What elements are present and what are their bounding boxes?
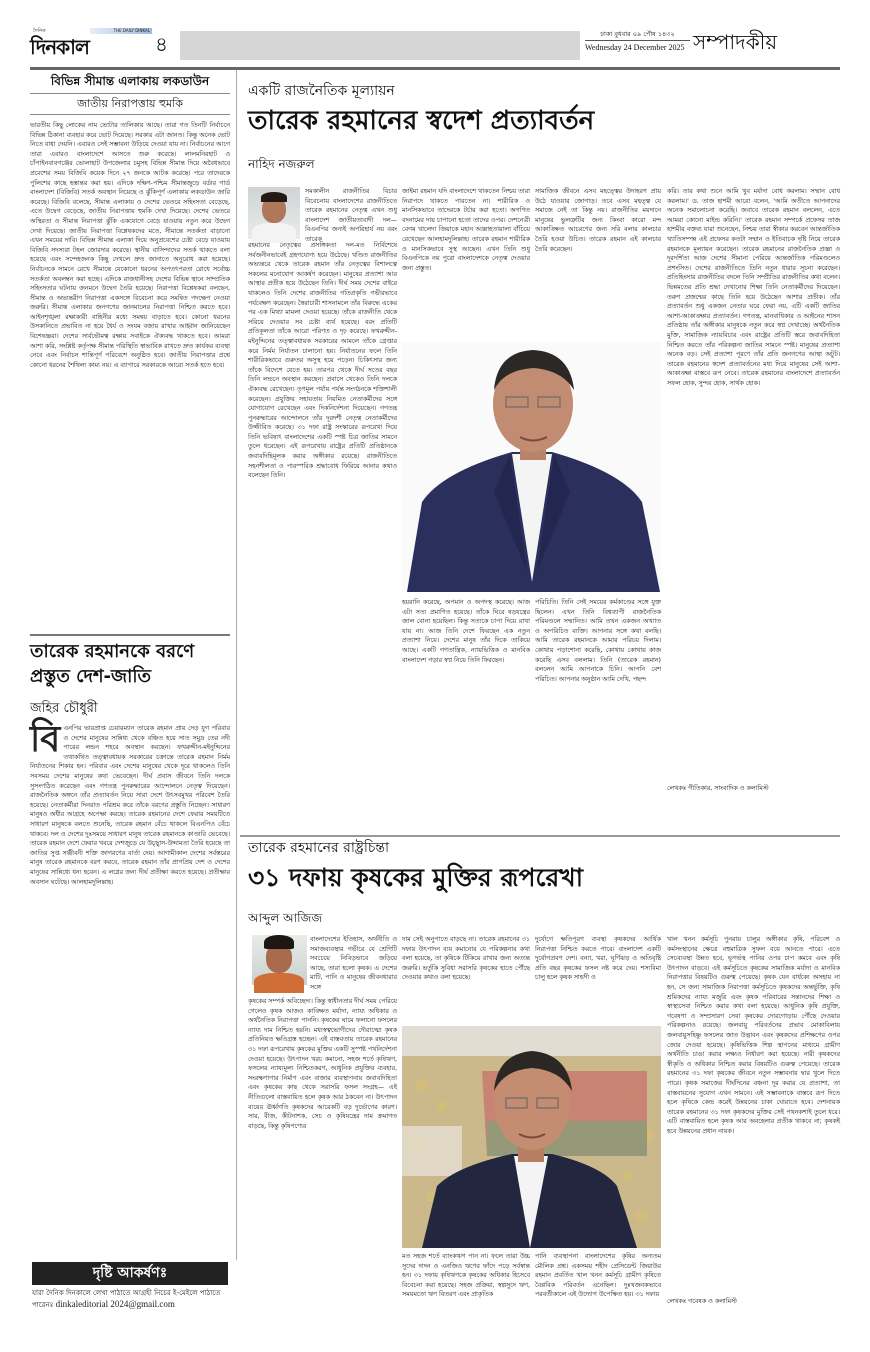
main-article-1-writer-note: লেখকঃ গীতিকার, সাংবাদিক ও কলামিস্ট bbox=[667, 785, 769, 792]
left-article-2-headline[interactable]: তারেক রহমানকে বরণে প্রস্তুত দেশ-জাতি bbox=[30, 641, 195, 687]
main-article-1-kicker: একটি রাজনৈতিক মূল্যায়ন bbox=[248, 83, 395, 99]
main-article-1-column-1: রহমানের নেতৃত্বের প্রসঙ্গিকতা দল-মত নির্বিশেষে সর্বজনীনভাবেই গ্রহণযোগ্য হয়ে উঠেছে। খণ্ডিত রাজনীতির অভ্যন্তরে থেকে তারেক রহমান তাঁর নেতৃত্বের বিশালত্বে সকলের মনোযোগ আকর্ষণ করেছেন। মানুষের প্রত্যাশা আর আস্থার প্রতীক হয়ে উঠেছেন তিনি। দীর্ঘ সময় দেশের বাইরে থাকলেও তিনি দেশের রাজনীতির গতিপ্রকৃতি গভীরভাবে পর্যবেক্ষণ করেছেন। স্বৈরাচারী শাসনামলে তাঁর বিরুদ্ধে একের পর এক মিথ্যা মামলা দেওয়া হয়েছে। তাঁকে রাজনীতি থেকে সরিয়ে দেওয়ার সব চেষ্টা ব্যর্থ হয়েছে। বরং প্রতিটি প্রতিকূলতা তাঁকে আরো পরিণত ও দৃঢ় করেছে। ফখরুদ্দীন-মইনুদ্দিনের তত্ত্বাবধায়ক সরকারের আমলে তাঁকে গ্রেপ্তার করে নির্মম নির্যাতন চালানো হয়। নির্যাতনের ফলে তিনি শারীরিকভাবে গুরুতর অসুস্থ হয়ে পড়েন। চিকিৎসার জন্য তাঁকে বিদেশে যেতে হয়। তারপর থেকে দীর্ঘ সতের বছর তিনি লন্ডনে অবস্থান করছেন। প্রবাসে থেকেও তিনি দলকে ঐক্যবদ্ধ রেখেছেন। তৃণমূল পর্যায় পর্যন্ত সংগঠনকে শক্তিশালী করেছেন। প্রযুক্তির সহায়তায় নিয়মিত নেতাকর্মীদের সঙ্গে যোগাযোগ রেখেছেন এবং দিকনির্দেশনা দিয়েছেন। গণতন্ত্র পুনরুদ্ধারের আন্দোলনে তাঁর দূরদর্শী নেতৃত্ব নেতাকর্মীদের উজ্জীবিত করেছে। ৩১ দফা রাষ্ট্র সংস্কারের রূপরেখা দিয়ে তিনি ভবিষ্যৎ বাংলাদেশের একটি স্পষ্ট চিত্র জাতির সামনে তুলে ধরেছেন। এই রূপরেখায় রাষ্ট্রের প্রতিটি প্রতিষ্ঠানকে জবাবদিহিমূলক করার অঙ্গীকার রয়েছে। রাজনীতিতে সহনশীলতা ও পারস্পরিক শ্রদ্ধাবোধ ফিরিয়ে আনার কথাও বলেছেন তিনি। bbox=[248, 242, 397, 480]
section-title: সম্পাদকীয় bbox=[693, 30, 778, 54]
masthead bbox=[0, 0, 870, 60]
left-article-2-body-container bbox=[30, 719, 230, 1252]
left-divider bbox=[30, 634, 230, 636]
author-photo-nahid-nazrul bbox=[248, 187, 300, 239]
column-divider bbox=[236, 70, 237, 1260]
date-block bbox=[585, 30, 690, 53]
tarique-rahman-portrait bbox=[402, 342, 661, 592]
main-article-2-kicker: তারেক রহমানের রাষ্ট্রচিন্তা bbox=[248, 840, 390, 856]
main-article-2-writer-note: লেখকঃ গবেষক ও কলামিস্ট bbox=[667, 1298, 737, 1305]
author-photo-abdul-aziz bbox=[252, 935, 307, 985]
drop-cap: বি bbox=[30, 719, 61, 760]
main-article-1-author: নাহিদ নজরুল bbox=[248, 157, 315, 171]
date-bangla: ঢাকা বুধবার ০৯ পৌষ ১৪৩২ bbox=[585, 30, 690, 41]
main-article-2-intro: বাংলাদেশের ইতিহাস, অর্থনীতি ও সমাজব্যবস্থার গভীরে যে শ্রেণিটি সবচেয়ে নিবিড়ভাবে জড়িয়ে আছে, তারা হলো কৃষক। এ দেশের মাটি, পানি ও মানুষের জীবনধারার সঙ্গে bbox=[310, 936, 397, 991]
logo-small-text: দৈনিক bbox=[33, 28, 46, 34]
left-article-1-subheadline: জাতীয় নিরাপত্তায় হুমকি bbox=[30, 96, 230, 115]
tarique-rahman-rally-photo bbox=[402, 1026, 661, 1248]
main-article-1-column-3-top: সামাজিক জীবনে এসব মহত্ত্বের উদাহরণ প্রায় উঠে যাওয়ার জোগাড়। তবে এসব মহত্ত্ব যে সমাজে নেই তা কিন্তু নয়। রাজনীতির ময়দানে মানুষের ভুলত্রুটির জন্য কিংবা কারো মন্দ আকাঙ্ক্ষিত আচরণের জন্য সরি বলার কালচার তৈরি হওয়া উচিত। তারেক রহমান এই কালচার তৈরি করেছেন। bbox=[535, 188, 661, 253]
page-number: ৪ bbox=[155, 32, 168, 56]
logo-main-text: দিনকাল bbox=[30, 35, 89, 59]
attention-banner: দৃষ্টি আকর্ষণঃ bbox=[32, 1262, 228, 1285]
date-english: Wednesday 24 December 2025 bbox=[585, 43, 685, 52]
main-article-1-intro: সমকালীন রাজনীতির বিচার বিবেচনায় বাংলাদেশের রাজনীতিতে তারেক রহমানের নেতৃত্ব এখন শুধু বাংলাদেশ জাতীয়তাবাদী দল— বিএনপির জন্যই অপরিহার্য নয় বরং তারেক bbox=[305, 188, 397, 243]
main-article-2-column-4: খাল খনন কর্মসূচি পুনরায় চালুর অঙ্গীকার কৃষি, পরিবেশ ও কর্মসংস্থানের ক্ষেত্রে বহুমাত্রিক সুফল বয়ে আনতে পারে। এতে সেচব্যবস্থা উন্নত হবে, ভূগর্ভস্থ পানির ওপর চাপ কমবে এবং কৃষি উৎপাদন বাড়বে। এই কর্মসূচিতে কৃষকের সামাজিক মর্যাদা ও মানবিক নিরাপত্তার বিষয়টিও গুরুত্ব পেয়েছে। কৃষক যেন বার্ধক্যে অসহায় না হন, সে জন্য সামাজিক নিরাপত্তা কর্মসূচিতে কৃষকদের অন্তর্ভুক্তি, কৃষি শ্রমিকদের ন্যায্য মজুরি এবং কৃষক পরিবারের সন্তানদের শিক্ষা ও স্বাস্থ্যসেবা নিশ্চিত করার কথা বলা হয়েছে। আধুনিক কৃষি প্রযুক্তি, গবেষণা ও সম্প্রসারণ সেবা কৃষকের দোরগোড়ায় পৌঁছে দেওয়ার পরিকল্পনাও রয়েছে। জলবায়ু পরিবর্তনের প্রভাব মোকাবিলায় জলবায়ুসহিষ্ণু ফসলের জাত উদ্ভাবন এবং কৃষকদের প্রশিক্ষণের ওপর জোর দেওয়া হয়েছে। কৃষিভিত্তিক শিল্প স্থাপনের মাধ্যমে গ্রামীণ অর্থনীতি চাঙা করার লক্ষ্যও নির্ধারণ করা হয়েছে। নারী কৃষকদের স্বীকৃতি ও অধিকার নিশ্চিত করার বিষয়টিও গুরুত্ব পেয়েছে। তারেক রহমানের ৩১ দফা কৃষকের জীবনে নতুন সম্ভাবনার দ্বার খুলে দিতে পারে। কৃষক সমাজের দীর্ঘদিনের বঞ্চনা দূর করার যে প্রত্যাশা, তা বাস্তবায়নের সুযোগ এখন সামনে। এই সম্ভাবনাকে বাস্তবে রূপ দিতে হলে কৃষিকে কেন্দ্র করেই উন্নয়নের চাকা ঘোরাতে হবে। দেশনায়ক তারেক রহমানের ৩১ দফা কৃষকদের মুক্তির সেই পথনকশাই তুলে ধরে। এটি বাস্তবায়িত হলে কৃষক আর অবহেলার প্রতীক থাকবে না; কৃষকই হবে উন্নয়নের প্রধান নায়ক। bbox=[667, 936, 840, 1135]
main-article-1-headline[interactable]: তারেক রহমানের স্বদেশ প্রত্যাবর্তন bbox=[248, 106, 595, 136]
header-band bbox=[180, 31, 580, 60]
main-article-2-column-2-bottom: মত সহজ শর্তে ব্যাংকঋণ পান না। ফলে তারা উচ্চ সুদের দাদন ও এনজিও ঋণের ফাঁদে পড়ে সর্বস্বান্ত হন। ৩১ দফায় কৃষিঋণকে কৃষকের অধিকার হিসেবে বিবেচনা করা হয়েছে। সহজ প্রক্রিয়া, স্বল্পসুদে ঋণ, সময়মতো ঋণ বিতরণ এবং প্রাকৃতিক bbox=[402, 1253, 530, 1299]
newspaper-logo[interactable] bbox=[30, 28, 152, 60]
main-article-1-column-4: করি। তার কথা শুনে আমি খুব মর্যাদা বোধ করলাম। সম্মান বোধ করলাম।' ড. তাজ হাশমী আরো বলেন, 'আমি অতীতে আপনাদের অনেক সমালোচনা করেছি। জবাবে তারেক রহমান বললেন, এতে আমরা কোনো মাইন্ড করিনি।' তারেক রহমান সম্পর্কে প্রফেসর তাজ হাশমীর বক্তব্য যারা শুনেছেন, নিশ্চয় তারা স্বীকার করবেন আন্তর্জাতিক খ্যাতিসম্পন্ন এই প্রফেসর কতটা সম্মান ও ইতিবাচক দৃষ্টি নিয়ে তারেক রহমানকে মূল্যায়ন করেছেন। তারেক রহমানের রাজনৈতিক প্রজ্ঞা ও দূরদর্শিতা আজ দেশের সীমানা পেরিয়ে আন্তর্জাতিক পরিমণ্ডলেও প্রশংসিত। দেশের রাজনীতিতে তিনি নতুন ধারার সূচনা করেছেন। প্রতিহিংসার রাজনীতির বদলে তিনি সম্প্রীতির রাজনীতির কথা বলেন। ভিন্নমতের প্রতি শ্রদ্ধা দেখানোর শিক্ষা তিনি নেতাকর্মীদের দিয়েছেন। তরুণ প্রজন্মের কাছে তিনি হয়ে উঠেছেন আশার প্রতীক। তাঁর প্রত্যাবর্তন শুধু একজন নেতার ঘরে ফেরা নয়, এটি একটি জাতির আশা-আকাঙ্ক্ষার প্রত্যাবর্তন। গণতন্ত্র, মানবাধিকার ও আইনের শাসন প্রতিষ্ঠায় তাঁর অঙ্গীকার মানুষকে নতুন করে স্বপ্ন দেখাচ্ছে। অর্থনৈতিক মুক্তি, সামাজিক ন্যায়বিচার এবং রাষ্ট্রের প্রতিটি স্তরে জবাবদিহিতা নিশ্চিত করতে তাঁর পরিকল্পনা জাতির সামনে স্পষ্ট। মানুষের প্রত্যাশা অনেক বড়। সেই প্রত্যাশা পূরণে তাঁর প্রতি জনগণের আস্থা অটুট। তারেক রহমানের স্বদেশ প্রত্যাবর্তনের মধ্য দিয়ে মানুষের সেই আশা-আকাঙ্ক্ষা বাস্তবে রূপ নেবে। তারেক রহমানের বাংলাদেশে প্রত্যাবর্তন সফল হোক, সুন্দর হোক, সার্থক হোক। bbox=[667, 188, 840, 387]
main-article-2-column-3-bottom: পানি ব্যবস্থাপনা বাংলাদেশের কৃষির অন্যতম মৌলিক প্রশ্ন। একসময় শহীদ প্রেসিডেন্ট জিয়াউর রহমান প্রবর্তিত খাল খনন কর্মসূচি গ্রামীণ কৃষিতে বৈপ্লবিক পরিবর্তন এনেছিল। দুঃখজনকভাবে পরবর্তীকালে এই উদ্যোগ উপেক্ষিত হয়। ৩১ দফায় bbox=[535, 1253, 661, 1299]
main-article-1-column-2-bottom: হয়রানি করেছে, অপমান ও অপদস্থ করেছে। আজ এটা সত্য প্রমাণিত হয়েছে। তাঁকে ঘিরে ষড়যন্ত্রের জাল বোনা হয়েছিল। কিন্তু সত্যকে চাপা দিয়ে রাখা যায় না। আজ তিনি দেশে ফিরছেন এক নতুন প্রত্যাশা নিয়ে। দেশের মানুষ তাঁর দিকে তাকিয়ে আছে। একটি গণতান্ত্রিক, ন্যায়ভিত্তিক ও মানবিক বাংলাদেশ গড়ার স্বপ্ন নিয়ে তিনি ফিরছেন। bbox=[402, 599, 530, 664]
attention-text-block bbox=[32, 1288, 232, 1311]
left-article-1-body: ভারতীয় কিছু লোকের নাম ভোটার তালিকায় আছে। তারা গত তিনটি নির্বাচনে বিভিন্ন ঠিকানা ব্যবহার করে ভোট দিয়েছে। সরকার এটা জানত। কিন্তু অনেক ভোট নিতে বাধা দেয়নি। এবারও সেই সম্ভাবনা উড়িয়ে দেওয়া যায় না। নির্বাচনের আগে তারা এবারও বাংলাদেশে আসতে শুরু করেছে। লালমনিরহাট ও চাঁপাইনবাবগঞ্জের ভোলাহাট উপজেলার চমুসহ বিভিন্ন সীমান্ত দিয়ে অবৈধভাবে প্রবেশের সময় বিজিবি কয়েক দিনে ২৭ জনকে আটক করেছে। পরে তাদেরকে পুলিশের কাছে হস্তান্তর করা হয়। এদিকে দক্ষিণ-পশ্চিম সীমান্তজুড়ে বর্ডার গার্ড বাংলাদেশ (বিজিবি) সতর্ক অবস্থান নিয়েছে ও ঝুঁকিপূর্ণ এলাকায় লকডাউন জারি করেছে। বিজিবি বলেছে, সীমান্ত এলাকায় ও দেশের ভেতরে সহিংসতা বেড়েছে, এতে উদ্বেগ বেড়েছে, জাতীয় নিরাপত্তায় হুমকি দেখা দিয়েছে। দেশের ভেতরে অস্থিরতা ও সীমান্ত নিরাপত্তা ঝুঁকি একযোগে বেড়ে যাওয়ায় নতুন করে উদ্বেগ দেখা দিয়েছে। জাতীয় নিরাপত্তা বিশ্লেষকদের মতে, সীমান্তে সতর্কতা বাড়ানো এখন সময়ের দাবি। বিভিন্ন সীমান্ত এলাকা দিয়ে অনুপ্রবেশের চেষ্টা বেড়ে যাওয়ায় বিজিবি সদস্যরা টহল জোরদার করেছে। স্থানীয় বাসিন্দাদের সতর্ক থাকতে বলা হয়েছে এবং সন্দেহজনক কিছু দেখলে দ্রুত জানাতে অনুরোধ করা হয়েছে। নির্বাচনকে সামনে রেখে সীমান্তে যেকোনো ধরনের অপতৎপরতা রোধে সর্বোচ্চ সতর্কতা অবলম্বন করা হচ্ছে। এদিকে রাজধানীসহ দেশের বিভিন্ন স্থানে সাম্প্রতিক সহিংসতার ঘটনায় জনমনে উদ্বেগ তৈরি হয়েছে। নিরাপত্তা বিশ্লেষকরা বলছেন, সীমান্ত ও অভ্যন্তরীণ নিরাপত্তা একসঙ্গে বিবেচনা করে সমন্বিত পদক্ষেপ নেওয়া জরুরি। সীমান্ত এলাকার জনগণের জানমালের নিরাপত্তা নিশ্চিত করতে হবে। আইনশৃঙ্খলা রক্ষাকারী বাহিনীর মধ্যে সমন্বয় বাড়াতে হবে। কোনো ধরনের উসকানিতে প্রভাবিত না হয়ে ধৈর্য ও সংযম বজায় রাখার আহ্বান জানিয়েছেন বিশেষজ্ঞরা। দেশের সার্বভৌমত্ব রক্ষায় সবাইকে ঐক্যবদ্ধ থাকতে হবে। আমরা আশা করি, সংশ্লিষ্ট কর্তৃপক্ষ সীমান্ত পরিস্থিতি স্বাভাবিক রাখতে দ্রুত কার্যকর ব্যবস্থা নেবে এবং নির্বাচন শান্তিপূর্ণ পরিবেশে অনুষ্ঠিত হবে। জাতীয় নিরাপত্তার প্রশ্নে কোনো ধরনের শৈথিল্য কাম্য নয়। এ ব্যাপারে সরকারকে আরো সতর্ক হতে হবে। bbox=[30, 122, 230, 369]
article-divider bbox=[240, 835, 840, 837]
left-article-2-body: এনপির ভারপ্রাপ্ত চেয়ারম্যান তারেক রহমান প্রায় দেড় যুগ পরিবার ও দেশের মানুষের সান্নিধ্য থেকে বঞ্চিত হয়ে সাত সমুদ্র তের নদী পারের লন্ডন শহরে অবস্থান করছেন। ফখরুদ্দীন-মইনুদ্দিনের তথাকথিত তত্ত্বাবধায়ক সরকারের চক্রান্তে তারেক রহমান নির্মম নির্যাতনের শিকার হন। পরিবার এবং দেশের মানুষের থেকে দূরে থাকলেও তিনি সবসময় দেশের মানুষের কথা ভেবেছেন। দীর্ঘ প্রবাস জীবনে তিনি দলকে সুসংগঠিত করেছেন এবং গণতন্ত্র পুনরুদ্ধারের আন্দোলনে নেতৃত্ব দিয়েছেন। রাজনৈতিক অঙ্গনে তাঁর প্রত্যাবর্তন নিয়ে সারা দেশে উৎসবমুখর পরিবেশ তৈরি হয়েছে। নেতাকর্মীরা দিনরাত পরিশ্রম করে তাঁকে বরণের প্রস্তুতি নিচ্ছেন। সাধারণ মানুষও অধীর আগ্রহে অপেক্ষা করছে। তারেক রহমানের দেশে ফেরার সময়টিতে সাধারণ মানুষকে বলতে শুনেছি, তারেক রহমান বেঁচে থাকলে বিএনপিও বেঁচে থাকবে। দল ও দেশের দুঃসময়ে সাধারণ মানুষ তারেক রহমানকে কাণ্ডারি ভেবেছে। তারেক রহমান দেশে ফেরার খবরে দেশজুড়ে যে উচ্ছ্বাস-উদ্দামতা তৈরি হয়েছে তা জাতির সুপ্ত সঞ্জীবনী শক্তি জাগরণের বার্তা দেয়। আগামীকাল দেশের সর্বস্তরের মানুষ তারেক রহমানকে বরণ করবে, তারেক রহমান তাঁর প্রাণপ্রিয় দেশ ও দেশের মানুষের সান্নিধ্যে ধন্য হবেন। এ লগ্নের জন্য দীর্ঘ প্রতীক্ষা করতে হয়েছে। প্রতীক্ষার অবসান ঘটেছে। আলহামদুলিল্লাহ। bbox=[30, 725, 230, 886]
main-article-2-column-1: কৃষকের সম্পর্ক অবিচ্ছেদ্য। কিন্তু স্বাধীনতার দীর্ঘ সময় পেরিয়ে গেলেও কৃষক আজও কাঙ্ক্ষিত মর্যাদা, ন্যায্য অধিকার ও অর্থনৈতিক নিরাপত্তা পাননি। কৃষকের ঘামে ফলানো ফসলের ন্যায্য দাম নিশ্চিত হয়নি। মধ্যস্বত্বভোগীদের দৌরাত্ম্যে কৃষক প্রতিনিয়ত ক্ষতিগ্রস্ত হচ্ছেন। এই বাস্তবতায় তারেক রহমানের ৩১ দফা রূপরেখায় কৃষকের মুক্তির একটি সুস্পষ্ট পথনির্দেশনা দেওয়া হয়েছে। উৎপাদন খরচ কমানো, সহজ শর্তে কৃষিঋণ, ফসলের ন্যায্যমূল্য নিশ্চিতকরণ, আধুনিক প্রযুক্তির ব্যবহার, সংরক্ষণাগার নির্মাণ এবং বাজার ব্যবস্থাপনায় জবাবদিহিতা এবং কৃষকের কাছ থেকে সরাসরি ফসল সংগ্রহ— এই নীতিগুলো বাস্তবায়িত হলে কৃষক আর ঠকবেন না। উৎপাদন ব্যয়ের ঊর্ধ্বগতি কৃষকদের আরেকটি বড় দুর্ভোগের কারণ। সার, বীজ, কীটনাশক, সেচ ও কৃষিযন্ত্রের দাম ক্রমাগত বাড়ছে, কিন্তু কৃষিপণ্যের bbox=[248, 998, 397, 1130]
main-article-2-author: আব্দুল আজিজ bbox=[248, 911, 323, 925]
main-article-1-column-2-top: জাইমা রহমান যদি বাংলাদেশে থাকতেন নিশ্চয় তারা নিরাপদে থাকতে পারতেন না। শারীরিক ও মানসিকভাবে তাদেরকে টর্চার করা হতো। অগণিত বদনামের দায় চাপানো হতো তাদের ওপর। দেশনেত্রী বেগম খালেদা জিয়াকে মহান আল্লাহতায়ালা বাঁচিয়ে রেখেছেন আলহামদুলিল্লাহ। তারেক রহমান শারীরিক ও মানসিকভাবে সুস্থ আছেন। এখন তিনি শুধু বিএনপিকে নয় পুরো বাংলাদেশকে নেতৃত্ব দেওয়ার জন্য প্রস্তুত। bbox=[402, 188, 530, 272]
main-article-2-column-3-top: দুর্যোগে ক্ষতিপূরণ ব্যবস্থা কৃষকদের আর্থিক নিরাপত্তা নিশ্চিত করতে পারে। বাংলাদেশ একটি দুর্যোগপ্রবণ দেশ। বন্যা, খরা, ঘূর্ণিঝড় ও অতিবৃষ্টি প্রতি বছর কৃষকের ফসল নষ্ট করে দেয়। শস্যবিমা চালু হলে কৃষক সাহসী ও bbox=[535, 936, 661, 982]
main-article-2-column-2-top: দাম সেই অনুপাতে বাড়ছে না। তারেক রহমানের ৩১ দফায় উৎপাদন ব্যয় কমানোর যে পরিকল্পনার কথা বলা হয়েছে, তা কৃষিকে টিকিয়ে রাখার জন্য অত্যন্ত জরুরি। ভর্তুকি সুবিধা সরাসরি কৃষকের হাতে পৌঁছে দেওয়ার কথাও বলা হয়েছে। bbox=[402, 936, 530, 982]
left-article-2-author: জহির চৌধুরী bbox=[30, 701, 98, 716]
left-article-1-headline[interactable]: বিভিন্ন সীমান্ত এলাকায় লকডাউন bbox=[30, 72, 230, 94]
main-article-2-headline[interactable]: ৩১ দফায় কৃষকের মুক্তির রূপরেখা bbox=[248, 863, 583, 892]
logo-english-text: THE DAILY DINKAL bbox=[90, 28, 152, 34]
submission-email-link[interactable]: dinkaleditorial 2024@gmail.com bbox=[55, 1299, 175, 1309]
header-divider bbox=[30, 67, 840, 70]
main-article-1-column-3-bottom: পরিচিতি। তিনি সেই সময়ের কর্মকাণ্ডের সঙ্গে যুক্ত ছিলেন। এখন তিনি বিশ্বব্যাপী রাজনৈতিক পরিমণ্ডলে সম্মানিত। আমি তখন একজন অখ্যাত ও অপরিচিত ব্যক্তি। আপনার সঙ্গে কথা বলছি। আমি তারেক রহমানকে আমার পরিচয় দিলাম। কোথায় পড়াশোনা করেছি, কোথায় কোথায় কাজ করেছি এসব বললাম। তিনি (তারেক রহমান) বললেন আমি আপনাকে চিনি। আপনি বেশ পরিচিত। আপনার অনুষ্ঠান আমি দেখি, পছন্দ bbox=[535, 599, 661, 683]
attention-text: যারা দৈনিক দিনকালে লেখা পাঠাতে আগ্রহী নিচের ই-মেইলে পাঠাতে পারেনঃ bbox=[32, 1289, 221, 1309]
